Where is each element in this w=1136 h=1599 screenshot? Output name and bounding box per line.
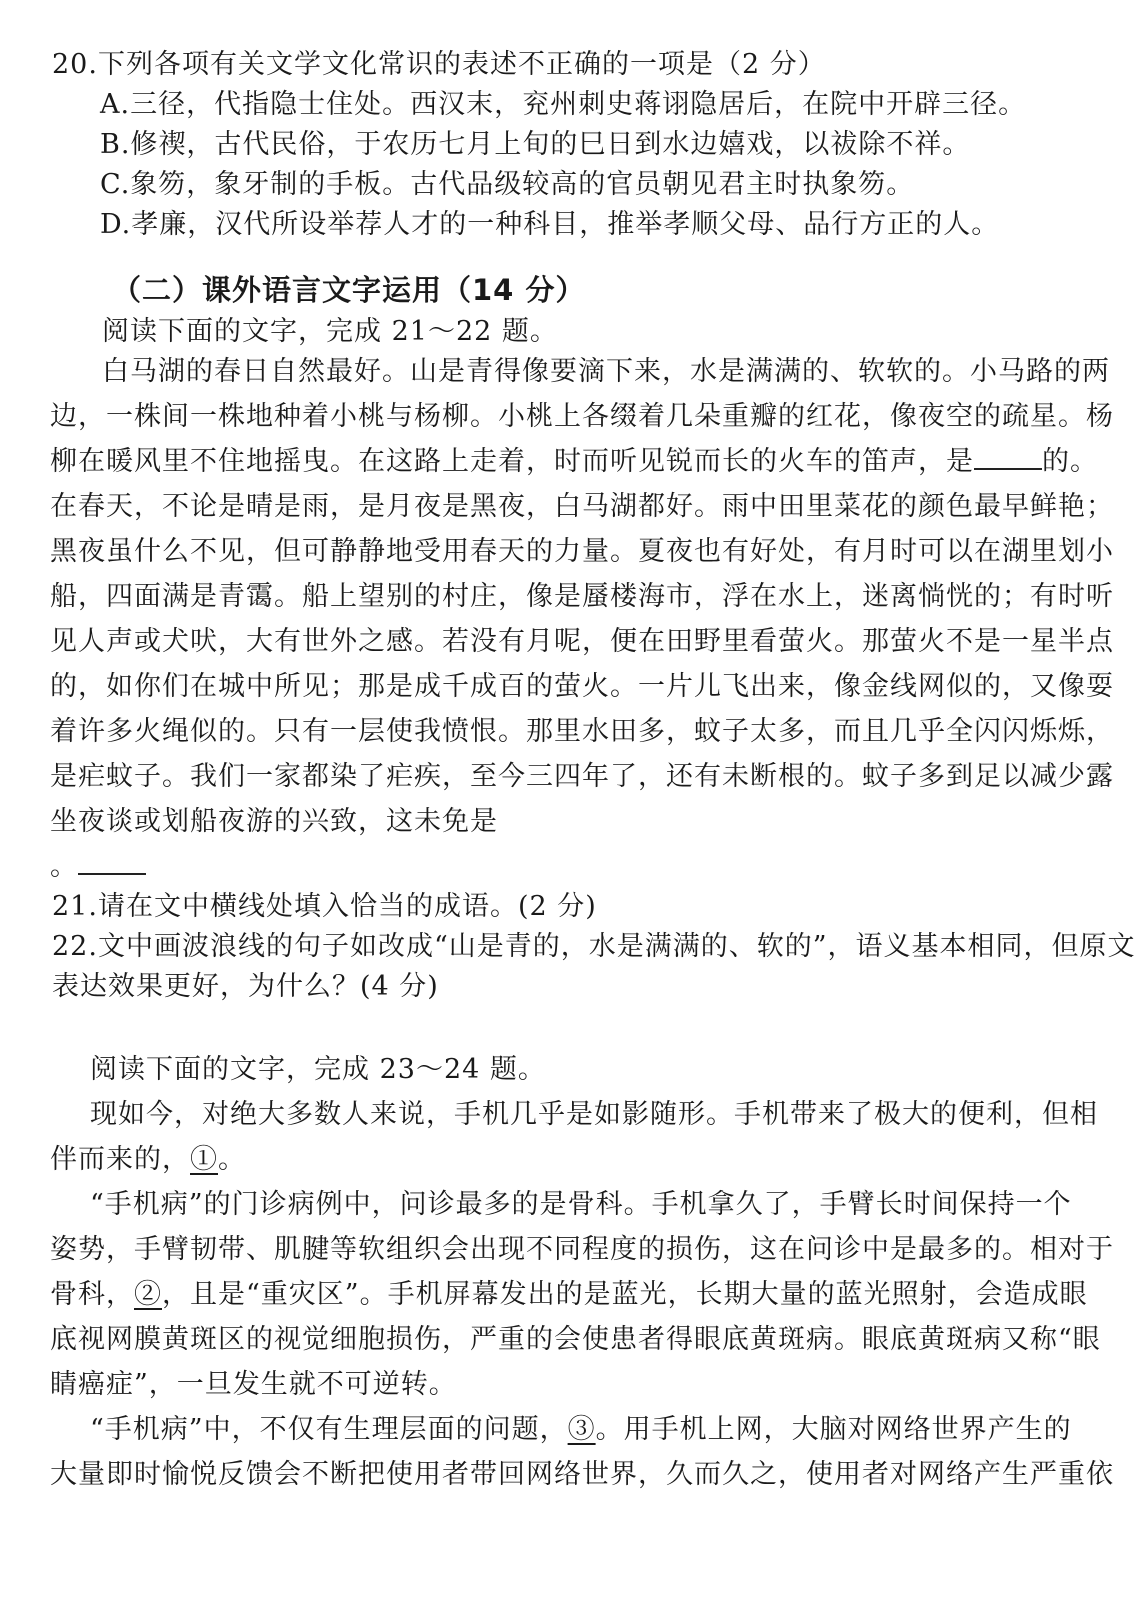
passage1-line: 着许多火绳似的。只有一层使我愤恨。那里水田多，蚊子太多，而且几乎全闪闪烁烁， bbox=[50, 716, 1114, 747]
passage1-line: 见人声或犬吠，大有世外之感。若没有月呢，便在田野里看萤火。那萤火不是一星半点 bbox=[50, 626, 1114, 657]
q20-option-c: C.象笏，象牙制的手板。古代品级较高的官员朝见君主时执象笏。 bbox=[100, 169, 915, 200]
passage1-line: 船，四面满是青霭。船上望别的村庄，像是蜃楼海市，浮在水上，迷离惝恍的；有时听 bbox=[50, 581, 1114, 612]
passage1-line: 的，如你们在城中所见；那是成千成百的萤火。一片儿飞出来，像金线网似的，又像耍 bbox=[50, 671, 1114, 702]
section-title: （二）课外语言文字运用（14 分） bbox=[112, 273, 586, 307]
passage1-line: 边，一株间一株地种着小桃与杨柳。小桃上各缀着几朵重瓣的红花，像夜空的疏星。杨 bbox=[50, 401, 1114, 432]
idiom-blank-1 bbox=[974, 444, 1042, 470]
passage1-line: 是疟蚊子。我们一家都染了疟疾，至今三四年了，还有未断根的。蚊子多到足以减少露 bbox=[50, 761, 1114, 792]
passage2-line: “手机病”的门诊病例中，问诊最多的是骨科。手机拿久了，手臂长时间保持一个 bbox=[90, 1189, 1072, 1220]
passage2-text: 。 bbox=[218, 1144, 246, 1175]
q20-option-b: B.修禊，古代民俗，于农历七月上旬的巳日到水边嬉戏，以祓除不祥。 bbox=[100, 129, 971, 160]
passage2-text: 骨科， bbox=[50, 1279, 134, 1310]
idiom-blank-2 bbox=[78, 849, 146, 875]
q20-stem: 20.下列各项有关文学文化常识的表述不正确的一项是（2 分） bbox=[52, 49, 826, 80]
passage2-text: 伴而来的， bbox=[50, 1144, 190, 1175]
passage2-line: 睛癌症”，一旦发生就不可逆转。 bbox=[50, 1369, 457, 1400]
passage1-text: 。 bbox=[50, 851, 78, 882]
blank-marker-2: ② bbox=[134, 1279, 162, 1310]
passage2-line: 现如今，对绝大多数人来说，手机几乎是如影随形。手机带来了极大的便利，但相 bbox=[90, 1099, 1098, 1130]
q20-option-d: D.孝廉，汉代所设举荐人才的一种科目，推举孝顺父母、品行方正的人。 bbox=[100, 209, 1000, 240]
passage1-line bbox=[50, 847, 146, 887]
passage2-text: ，且是“重灾区”。手机屏幕发出的是蓝光，长期大量的蓝光照射，会造成眼 bbox=[162, 1279, 1088, 1310]
q22-line-1: 22.文中画波浪线的句子如改成“山是青的，水是满满的、软的”，语义基本相同，但原文 bbox=[52, 931, 1136, 962]
passage1-line bbox=[50, 442, 1098, 482]
passage1-intro: 阅读下面的文字，完成 21～22 题。 bbox=[102, 316, 558, 347]
passage2-text: “手机病”中，不仅有生理层面的问题， bbox=[90, 1414, 568, 1445]
passage2-line: 大量即时愉悦反馈会不断把使用者带回网络世界，久而久之，使用者对网络产生严重依 bbox=[50, 1459, 1114, 1490]
passage2-line bbox=[50, 1140, 246, 1180]
passage1-text: 的。 bbox=[1042, 446, 1098, 477]
blank-marker-1: ① bbox=[190, 1144, 218, 1175]
passage1-text: 柳在暖风里不住地摇曳。在这路上走着，时而听见锐而长的火车的笛声，是 bbox=[50, 446, 974, 477]
passage2-line bbox=[90, 1410, 1072, 1450]
passage1-line: 白马湖的春日自然最好。山是青得像要滴下来，水是满满的、软软的。小马路的两 bbox=[102, 356, 1110, 387]
blank-marker-3: ③ bbox=[567, 1414, 596, 1445]
passage2-line: 姿势，手臂韧带、肌腱等软组织会出现不同程度的损伤，这在问诊中是最多的。相对于 bbox=[50, 1234, 1114, 1265]
passage1-line: 黑夜虽什么不见，但可静静地受用春天的力量。夏夜也有好处，有月时可以在湖里划小 bbox=[50, 536, 1114, 567]
passage1-line: 在春天，不论是晴是雨，是月夜是黑夜，白马湖都好。雨中田里菜花的颜色最早鲜艳； bbox=[50, 491, 1114, 522]
passage2-line: 底视网膜黄斑区的视觉细胞损伤，严重的会使患者得眼底黄斑病。眼底黄斑病又称“眼 bbox=[50, 1324, 1101, 1355]
q20-option-a: A.三径，代指隐士住处。西汉末，兖州刺史蒋诩隐居后，在院中开辟三径。 bbox=[100, 89, 1027, 120]
passage2-line bbox=[50, 1275, 1088, 1315]
passage2-text: 。用手机上网，大脑对网络世界产生的 bbox=[595, 1414, 1072, 1445]
q21: 21.请在文中横线处填入恰当的成语。(2 分) bbox=[52, 891, 597, 922]
passage2-intro: 阅读下面的文字，完成 23～24 题。 bbox=[90, 1054, 546, 1085]
passage1-line: 坐夜谈或划船夜游的兴致，这未免是 bbox=[50, 806, 498, 837]
q22-line-2: 表达效果更好，为什么？(4 分) bbox=[52, 971, 439, 1002]
